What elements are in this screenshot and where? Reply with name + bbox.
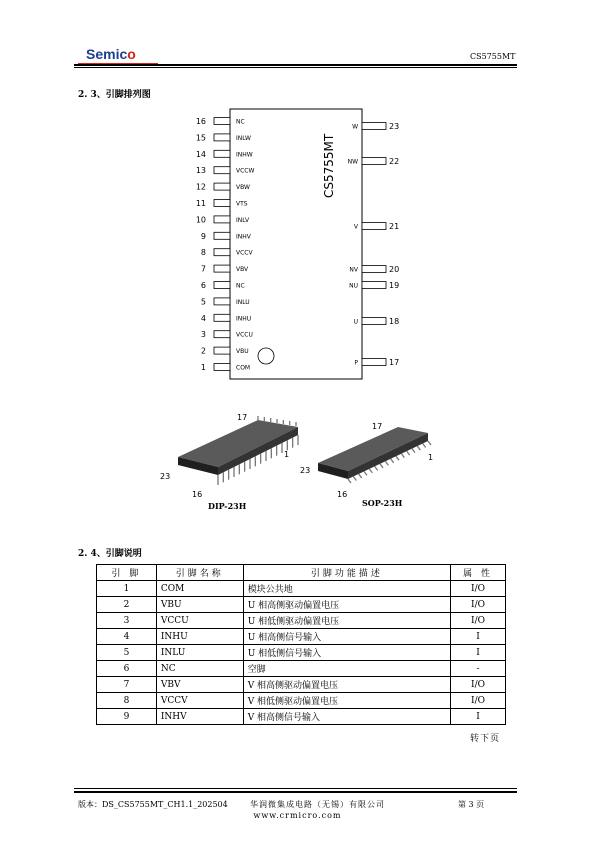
pin-lead <box>362 123 386 130</box>
right-pin <box>349 281 399 290</box>
left-pin <box>196 150 253 159</box>
pin-number: 17 <box>389 358 400 367</box>
header-pin-function: 引脚功能描述 <box>243 565 450 581</box>
cell-attribute: I <box>451 645 506 661</box>
cell-pin-number: 7 <box>97 677 157 693</box>
pin-number: 11 <box>195 199 206 208</box>
pin-lead <box>362 318 386 325</box>
left-pin <box>201 232 252 241</box>
sop-lead <box>428 441 431 445</box>
pin-name: NC <box>236 118 245 126</box>
table-row <box>97 597 506 613</box>
cell-attribute: I/O <box>451 581 506 597</box>
sop-lead <box>391 459 394 463</box>
pin-number: 16 <box>195 117 206 126</box>
pin-number: 10 <box>195 215 206 225</box>
pin-lead <box>214 134 230 141</box>
pin-number: 5 <box>200 297 206 307</box>
pin-name: V <box>353 223 358 231</box>
cell-pin-name: INHV <box>156 709 243 725</box>
footer-rule-thin <box>74 788 517 789</box>
sop-pin17-label: 17 <box>372 422 383 431</box>
table-row <box>97 661 506 677</box>
header-pin-name: 引脚名称 <box>156 565 243 581</box>
dip-caption: DIP-23H <box>208 501 247 511</box>
pin-number: 6 <box>200 281 206 290</box>
pin-number: 15 <box>195 133 206 143</box>
cell-pin-function: U 相高侧驱动偏置电压 <box>243 597 450 613</box>
sop-lead <box>385 461 388 465</box>
table-row <box>97 677 506 693</box>
pin-number: 19 <box>389 281 400 290</box>
pin-name: INHV <box>236 233 251 241</box>
sop-lead <box>412 449 415 453</box>
pin-number: 4 <box>200 313 206 323</box>
sop-lead <box>423 444 426 448</box>
cell-pin-number: 6 <box>97 661 157 677</box>
pin-name: INHW <box>236 151 253 159</box>
cell-attribute: I <box>451 709 506 725</box>
cell-pin-name: VBV <box>156 677 243 693</box>
left-pin <box>196 215 250 224</box>
pin-lead <box>214 265 230 272</box>
sop-lead <box>353 476 356 480</box>
cell-attribute: I <box>451 629 506 645</box>
table-row <box>97 709 506 725</box>
cell-pin-number: 8 <box>97 693 157 709</box>
sop-lead <box>369 469 372 473</box>
pin-lead <box>214 232 230 239</box>
pin-lead <box>214 183 230 190</box>
left-pin <box>201 297 250 306</box>
pin-number: 23 <box>389 122 400 131</box>
pin-number: 22 <box>389 157 400 166</box>
pin-name: P <box>354 359 358 367</box>
dip-pin17-label: 17 <box>237 413 248 422</box>
section-title-pinout: 2. 3、引脚排列图 <box>78 90 151 100</box>
pin-name: INHU <box>236 315 252 323</box>
table-row <box>97 629 506 645</box>
header-rule <box>74 64 517 66</box>
pin-lead <box>214 282 230 289</box>
cell-pin-name: NC <box>156 661 243 677</box>
sop-lead <box>348 479 351 483</box>
sop-package-illustration <box>318 427 434 483</box>
dip-pin16-label: 16 <box>192 490 203 499</box>
cell-pin-function: V 相高侧驱动偏置电压 <box>243 677 450 693</box>
sop-lead <box>417 446 420 450</box>
cell-pin-number: 9 <box>97 709 157 725</box>
pin-number: 1 <box>200 363 206 372</box>
pin-number: 13 <box>195 166 206 176</box>
pin-lead <box>362 359 386 366</box>
cell-pin-number: 5 <box>97 645 157 661</box>
pin-number: 7 <box>200 264 206 274</box>
table-row <box>97 581 506 597</box>
cell-pin-name: VCCV <box>156 693 243 709</box>
pin-lead <box>362 282 386 289</box>
pin-lead <box>362 223 386 230</box>
cell-attribute: I/O <box>451 677 506 693</box>
pin-name: INLU <box>236 298 250 306</box>
header-rule-thin <box>74 67 517 68</box>
cell-pin-function: U 相低侧驱动偏置电压 <box>243 613 450 629</box>
cell-pin-name: INLU <box>156 645 243 661</box>
sop-lead <box>375 466 378 470</box>
header-attribute: 属 性 <box>451 565 506 581</box>
pin-lead <box>214 167 230 174</box>
pin-name: VCCU <box>236 331 253 339</box>
pin-description-table <box>96 564 506 725</box>
pin-number: 12 <box>195 182 206 192</box>
left-pin <box>201 265 249 274</box>
sop-pin23-label: 23 <box>300 466 311 475</box>
pin-number: 21 <box>389 222 400 231</box>
sop-lead <box>401 454 404 458</box>
table-row <box>97 645 506 661</box>
pin-lead <box>214 347 230 354</box>
pin-number: 20 <box>389 265 400 274</box>
pin-name: NC <box>236 282 245 290</box>
cell-pin-name: COM <box>156 581 243 597</box>
left-pin <box>196 199 248 208</box>
sop-caption: SOP-23H <box>362 498 403 508</box>
dip-package-illustration <box>178 416 298 485</box>
left-pin <box>201 248 254 257</box>
pin-name: NV <box>349 266 358 274</box>
cell-pin-function: U 相高侧信号输入 <box>243 629 450 645</box>
pin-name: VBW <box>236 184 250 192</box>
section-title-pin-desc: 2. 4、引脚说明 <box>78 549 142 559</box>
cell-pin-function: 空脚 <box>243 661 450 677</box>
pin-lead <box>214 331 230 338</box>
left-pin <box>196 166 255 175</box>
sop-lead <box>380 464 383 468</box>
cell-pin-name: VCCU <box>156 613 243 629</box>
pin-number: 2 <box>200 346 206 356</box>
cell-pin-number: 4 <box>97 629 157 645</box>
continued-next-page: 转下页 <box>470 734 501 744</box>
cell-pin-name: INHU <box>156 629 243 645</box>
pin-name: INLW <box>236 134 251 142</box>
pin-lead <box>362 266 386 273</box>
pin-name: NW <box>347 158 358 166</box>
pin-name: U <box>353 318 358 326</box>
left-pin <box>201 363 250 372</box>
pin-number: 3 <box>200 330 206 340</box>
header-pin: 引 脚 <box>97 565 157 581</box>
pin-lead <box>214 298 230 305</box>
pin-lead <box>362 158 386 165</box>
company-logo: Semico <box>86 46 136 62</box>
pin-lead <box>214 200 230 207</box>
pin-number: 9 <box>200 231 206 241</box>
cell-attribute: - <box>451 661 506 677</box>
sop-pin16-label: 16 <box>337 490 348 499</box>
cell-attribute: I/O <box>451 693 506 709</box>
left-pin <box>196 117 245 126</box>
table-row <box>97 613 506 629</box>
pin-number: 8 <box>200 248 206 258</box>
pin-number: 14 <box>195 149 206 159</box>
cell-pin-function: U 相低侧信号输入 <box>243 645 450 661</box>
sop-lead <box>407 451 410 455</box>
footer-version: 版本：DS_CS5755MT_CH1.1_202504 <box>78 800 228 809</box>
pin-lead <box>214 216 230 223</box>
pin-name: W <box>352 123 358 131</box>
footer-page-number: 第 3 页 <box>458 800 485 809</box>
chip-name-label: CS5755MT <box>322 133 336 198</box>
pin-lead <box>214 118 230 125</box>
sop-lead <box>364 471 367 475</box>
left-pin <box>201 314 251 323</box>
pin-lead <box>214 150 230 157</box>
dip-pin23-label: 23 <box>160 472 171 481</box>
left-pin <box>196 133 251 142</box>
sop-pin1-label: 1 <box>428 453 434 462</box>
right-pin <box>348 157 400 166</box>
cell-pin-number: 2 <box>97 597 157 613</box>
cell-pin-number: 1 <box>97 581 157 597</box>
cell-pin-function: 模块公共地 <box>243 581 450 597</box>
cell-pin-number: 3 <box>97 613 157 629</box>
cell-attribute: I/O <box>451 597 506 613</box>
pin-name: VBU <box>236 348 249 356</box>
left-pin <box>196 183 250 192</box>
left-pin <box>201 330 253 339</box>
cell-pin-function: V 相高侧信号输入 <box>243 709 450 725</box>
pin-name: NU <box>349 282 358 290</box>
cell-pin-name: VBU <box>156 597 243 613</box>
cell-pin-function: V 相低侧驱动偏置电压 <box>243 693 450 709</box>
header-doc-title: CS5755MT <box>470 52 516 61</box>
pin-name: INLV <box>236 216 250 224</box>
left-pin <box>201 281 245 290</box>
cell-attribute: I/O <box>451 613 506 629</box>
footer-company: 华润微集成电路（无锡）有限公司 <box>250 800 385 809</box>
pin-name: COM <box>236 364 251 372</box>
sop-lead <box>396 456 399 460</box>
table-header-row <box>97 565 506 581</box>
table-row <box>97 693 506 709</box>
pinout-diagram <box>185 108 415 383</box>
pin-lead <box>214 249 230 256</box>
sop-lead <box>359 474 362 478</box>
package-drawings <box>150 405 460 515</box>
left-pin <box>201 347 249 356</box>
footer-rule <box>74 791 517 793</box>
pin-lead <box>214 364 230 371</box>
pin-name: VCCW <box>236 167 255 175</box>
right-pin <box>349 265 399 274</box>
pin-name: VTS <box>236 200 248 208</box>
pin-lead <box>214 314 230 321</box>
footer-url: www.crmicro.com <box>253 811 342 820</box>
pin-number: 18 <box>389 317 400 326</box>
pin-name: VCCV <box>236 249 253 257</box>
dip-pin1-label: 1 <box>284 450 290 459</box>
pin-name: VBV <box>236 266 249 274</box>
